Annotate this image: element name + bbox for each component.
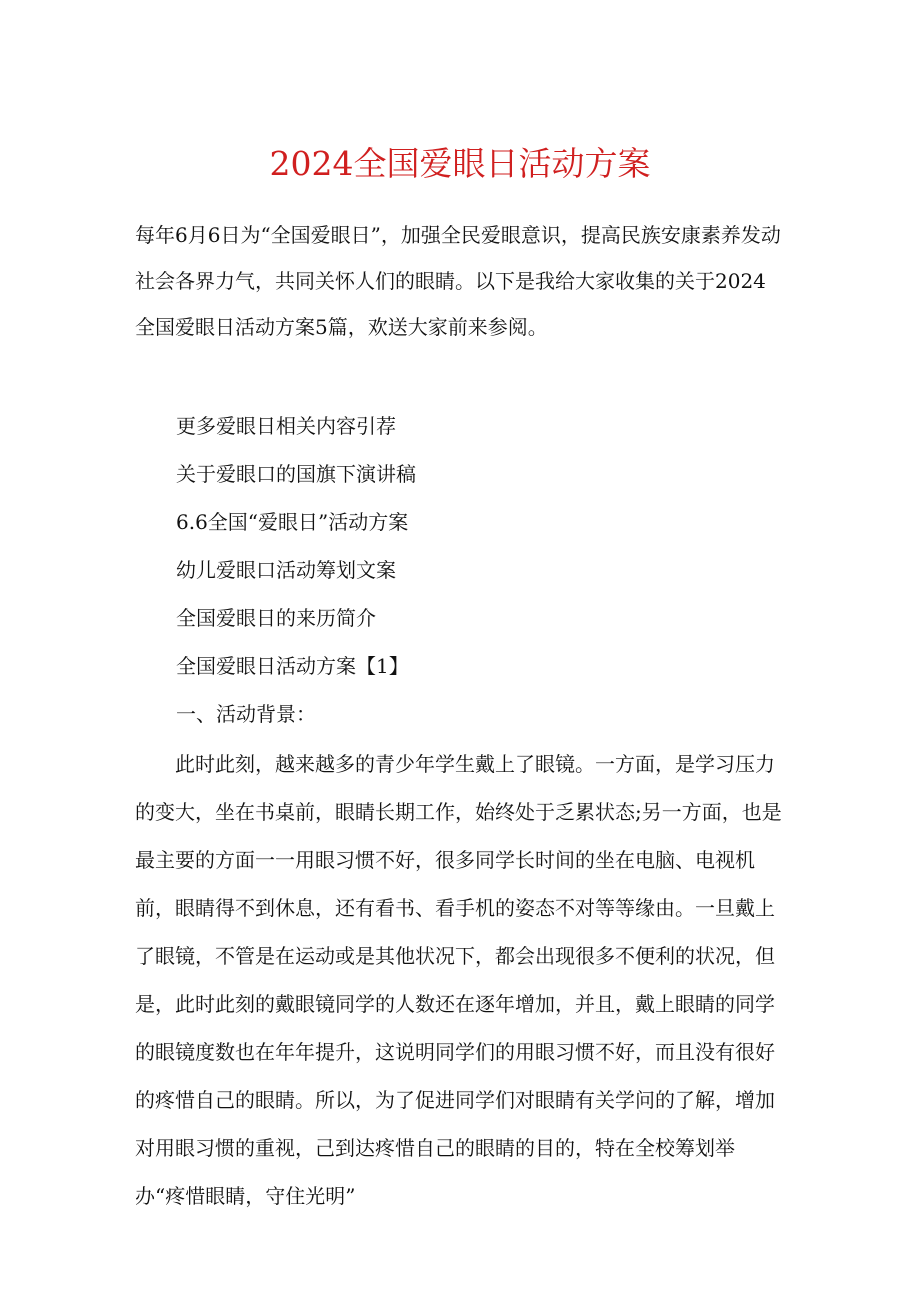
subsection-heading: 一、活动背景：: [176, 702, 316, 726]
document-title: 2024全国爱眼日活动方案: [269, 144, 651, 183]
body-paragraph: 此时此刻，越来越多的青少年学生戴上了眼镜。一方面，是学习压力的变大，坐在书桌前，眼睛长期工作，始终处于乏累状态;另一方面，也是最主要的方面一一用眼习惯不好，很多同学长时间的坐在电脑、电视机前，眼睛得不到休息，还有看书、看手机的姿态不对等等缘由。一旦戴上了眼镜，不管是在运动或是其他状况下，都会出现很多不便利的状况，但是，此时此刻的戴眼镜同学的人数还在逐年增加，并且，戴上眼睛的同学的眼镜度数也在年年提升，这说明同学们的用眼习惯不好，而且没有很好的疼惜自己的眼睛。所以，为了促进同学们对眼睛有关学问的了解，增加对用眼习惯的重视，己到达疼惜自己的眼睛的目的，特在全校筹划举办“疼惜眼睛，守住光明”: [135, 752, 782, 1208]
list-item: 关于爱眼口的国旗下演讲稿: [176, 462, 416, 486]
list-item: 更多爱眼日相关内容引荐: [176, 414, 396, 438]
intro-paragraph: 每年6月6日为“全国爱眼日”，加强全民爱眼意识，提高民族安康素养发动社会各界力气，共同关怀人们的眼睛。以下是我给大家收集的关于2024全国爱眼日活动方案5篇，欢送大家前来参阅。: [135, 223, 781, 339]
related-links-list: [176, 402, 776, 738]
list-item: 6.6全国“爱眼日”活动方案: [176, 510, 409, 534]
section-heading: 全国爱眼日活动方案【1】: [176, 654, 409, 678]
list-item: 全国爱眼日的来历简介: [176, 606, 376, 630]
list-item: 幼儿爱眼口活动筹划文案: [176, 558, 396, 582]
